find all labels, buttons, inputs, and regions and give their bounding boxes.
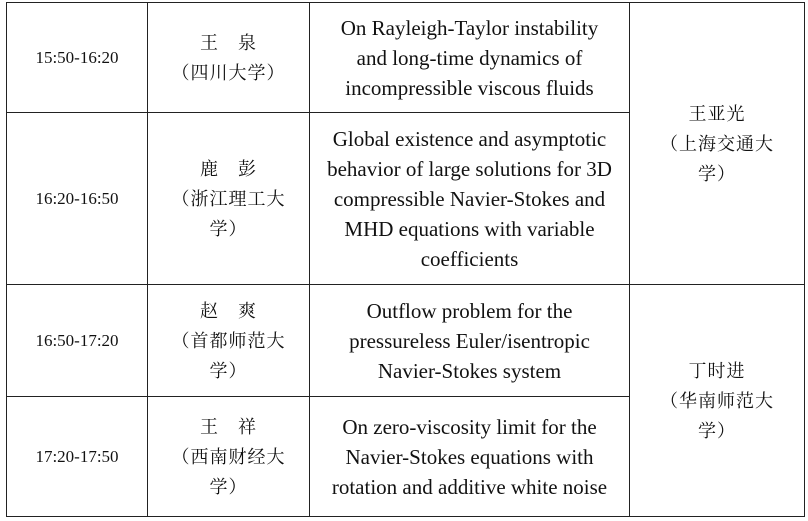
speaker-cell xyxy=(148,285,310,397)
speaker-name: 王 祥 xyxy=(200,416,257,437)
time-cell: 17:20-17:50 xyxy=(7,397,148,517)
speaker-name: 鹿 彭 xyxy=(200,158,257,179)
talk-title-line: compressible Navier-Stokes and xyxy=(333,186,606,211)
speaker-affiliation: （四川大学） xyxy=(171,62,286,83)
speaker-affiliation: （西南财经大 xyxy=(171,446,286,467)
chair-affiliation: 学） xyxy=(698,420,736,441)
speaker-affiliation: 学） xyxy=(209,218,248,239)
talk-title-line: and long-time dynamics of xyxy=(356,45,583,70)
speaker-cell xyxy=(148,397,310,517)
time-cell: 16:20-16:50 xyxy=(7,113,148,285)
schedule-table xyxy=(6,2,805,517)
speaker-affiliation: （浙江理工大 xyxy=(171,188,286,209)
talk-title-line: Navier-Stokes system xyxy=(377,358,562,383)
speaker-affiliation: 学） xyxy=(209,360,248,381)
chair-cell xyxy=(630,285,805,517)
talk-title-line: Outflow problem for the xyxy=(366,298,573,323)
speaker-cell xyxy=(148,3,310,113)
speaker-cell xyxy=(148,113,310,285)
talk-title-line: Global existence and asymptotic xyxy=(332,126,607,151)
talk-title-line: Navier-Stokes equations with xyxy=(345,444,594,469)
talk-title-line: coefficients xyxy=(420,246,519,271)
talk-title-line: MHD equations with variable xyxy=(344,216,595,241)
speaker-affiliation: （首都师范大 xyxy=(171,330,286,351)
talk-title-line: rotation and additive white noise xyxy=(331,474,608,499)
talk-title-line: behavior of large solutions for 3D xyxy=(327,156,612,181)
talk-title-cell xyxy=(310,3,630,113)
chair-cell xyxy=(630,3,805,285)
table-row xyxy=(7,285,805,397)
talk-title-line: incompressible viscous fluids xyxy=(345,75,594,100)
chair-affiliation: （上海交通大 xyxy=(660,133,774,154)
speaker-name: 王 泉 xyxy=(200,32,257,53)
chair-name: 王亚光 xyxy=(688,103,746,124)
talk-title-line: On Rayleigh-Taylor instability xyxy=(340,15,599,40)
talk-title-line: pressureless Euler/isentropic xyxy=(349,328,590,353)
speaker-affiliation: 学） xyxy=(209,476,248,497)
time-cell: 15:50-16:20 xyxy=(7,3,148,113)
talk-title-cell xyxy=(310,397,630,517)
talk-title-cell xyxy=(310,285,630,397)
speaker-name: 赵 爽 xyxy=(200,300,257,321)
talk-title-cell xyxy=(310,113,630,285)
chair-name: 丁时进 xyxy=(688,360,746,381)
chair-affiliation: （华南师范大 xyxy=(660,390,774,411)
chair-affiliation: 学） xyxy=(698,163,736,184)
talk-title-line: On zero-viscosity limit for the xyxy=(342,414,597,439)
table-row xyxy=(7,3,805,113)
time-cell: 16:50-17:20 xyxy=(7,285,148,397)
